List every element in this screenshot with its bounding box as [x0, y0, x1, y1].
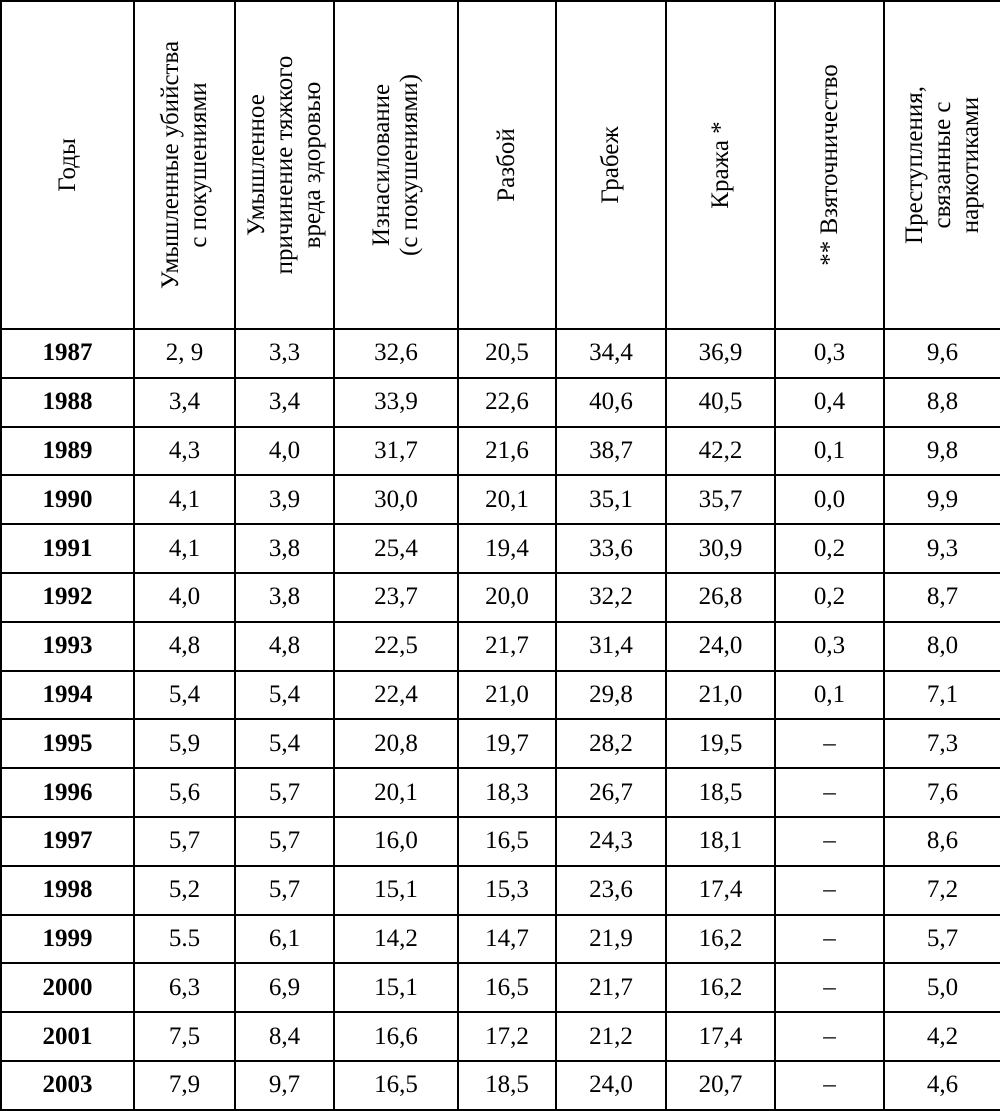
value-cell: 4,6	[884, 1061, 1000, 1110]
value-cell: 8,8	[884, 378, 1000, 427]
table-row	[1, 329, 1000, 378]
value-cell: 24,3	[556, 817, 666, 866]
year-cell: 1997	[1, 817, 134, 866]
value-cell: 6,1	[235, 915, 334, 964]
value-cell: 38,7	[556, 427, 666, 476]
value-cell: 5,7	[235, 817, 334, 866]
value-cell: 8,7	[884, 573, 1000, 622]
value-cell: 7,2	[884, 866, 1000, 915]
header-bribery: ** Взяточничество	[775, 1, 884, 329]
value-cell: 3,9	[235, 475, 334, 524]
header-rape: Изнасилование (с покушениями)	[334, 1, 458, 329]
header-murders: Умышленные убийства с покушениями	[134, 1, 235, 329]
year-cell: 1991	[1, 524, 134, 573]
value-cell: 17,4	[666, 866, 775, 915]
value-cell: 15,1	[334, 866, 458, 915]
value-cell: 9,3	[884, 524, 1000, 573]
value-cell: 15,1	[334, 963, 458, 1012]
value-cell: 18,5	[458, 1061, 556, 1110]
value-cell: 0,1	[775, 671, 884, 720]
value-cell: 8,0	[884, 622, 1000, 671]
value-cell: 3,8	[235, 524, 334, 573]
value-cell: 29,8	[556, 671, 666, 720]
value-cell: 4,0	[134, 573, 235, 622]
value-cell: 21,6	[458, 427, 556, 476]
value-cell: 24,0	[666, 622, 775, 671]
value-cell: 14,2	[334, 915, 458, 964]
value-cell: 0,3	[775, 622, 884, 671]
header-row	[1, 1, 1000, 329]
value-cell: 22,4	[334, 671, 458, 720]
value-cell: 5,6	[134, 768, 235, 817]
year-cell: 1999	[1, 915, 134, 964]
value-cell: 22,6	[458, 378, 556, 427]
value-cell: 23,6	[556, 866, 666, 915]
value-cell: 23,7	[334, 573, 458, 622]
value-cell: 20,5	[458, 329, 556, 378]
value-cell: 17,4	[666, 1012, 775, 1061]
value-cell: 19,7	[458, 719, 556, 768]
value-cell: 21,7	[556, 963, 666, 1012]
value-cell: 20,1	[334, 768, 458, 817]
year-cell: 2001	[1, 1012, 134, 1061]
year-cell: 1992	[1, 573, 134, 622]
value-cell: 18,1	[666, 817, 775, 866]
value-cell: 3,3	[235, 329, 334, 378]
value-cell: 6,9	[235, 963, 334, 1012]
value-cell: 33,6	[556, 524, 666, 573]
value-cell: 4,0	[235, 427, 334, 476]
value-cell: 21,0	[458, 671, 556, 720]
table-row	[1, 622, 1000, 671]
year-cell: 1988	[1, 378, 134, 427]
value-cell: 28,2	[556, 719, 666, 768]
header-years: Годы	[1, 1, 134, 329]
value-cell: 16,5	[458, 817, 556, 866]
value-cell: 14,7	[458, 915, 556, 964]
value-cell: 9,9	[884, 475, 1000, 524]
table-row	[1, 378, 1000, 427]
value-cell: 9,6	[884, 329, 1000, 378]
value-cell: 16,2	[666, 915, 775, 964]
value-cell: 30,0	[334, 475, 458, 524]
value-cell: 4,8	[235, 622, 334, 671]
year-cell: 1993	[1, 622, 134, 671]
value-cell: 0,0	[775, 475, 884, 524]
value-cell: –	[775, 866, 884, 915]
value-cell: 21,2	[556, 1012, 666, 1061]
value-cell: 3,4	[134, 378, 235, 427]
value-cell: 5,9	[134, 719, 235, 768]
value-cell: 2, 9	[134, 329, 235, 378]
year-cell: 1996	[1, 768, 134, 817]
value-cell: 4,1	[134, 475, 235, 524]
value-cell: 9,7	[235, 1061, 334, 1110]
table-row	[1, 719, 1000, 768]
value-cell: 26,8	[666, 573, 775, 622]
table-row	[1, 915, 1000, 964]
value-cell: 15,3	[458, 866, 556, 915]
value-cell: 5,7	[235, 768, 334, 817]
table-row	[1, 475, 1000, 524]
value-cell: 42,2	[666, 427, 775, 476]
table-row	[1, 768, 1000, 817]
value-cell: –	[775, 817, 884, 866]
header-mugging: Грабеж	[556, 1, 666, 329]
value-cell: 3,4	[235, 378, 334, 427]
year-cell: 1989	[1, 427, 134, 476]
value-cell: 4,2	[884, 1012, 1000, 1061]
value-cell: 5,0	[884, 963, 1000, 1012]
value-cell: 8,4	[235, 1012, 334, 1061]
value-cell: 18,3	[458, 768, 556, 817]
table-row	[1, 1012, 1000, 1061]
value-cell: 18,5	[666, 768, 775, 817]
value-cell: 0,4	[775, 378, 884, 427]
value-cell: 5.5	[134, 915, 235, 964]
year-cell: 1994	[1, 671, 134, 720]
value-cell: –	[775, 1061, 884, 1110]
value-cell: 20,1	[458, 475, 556, 524]
value-cell: 7,3	[884, 719, 1000, 768]
value-cell: 0,2	[775, 573, 884, 622]
value-cell: 7,6	[884, 768, 1000, 817]
value-cell: 5,2	[134, 866, 235, 915]
value-cell: 7,9	[134, 1061, 235, 1110]
value-cell: 33,9	[334, 378, 458, 427]
value-cell: 20,7	[666, 1061, 775, 1110]
header-theft: Кража *	[666, 1, 775, 329]
value-cell: 4,1	[134, 524, 235, 573]
value-cell: 9,8	[884, 427, 1000, 476]
table-row	[1, 671, 1000, 720]
year-cell: 2000	[1, 963, 134, 1012]
value-cell: 5,7	[235, 866, 334, 915]
value-cell: 7,5	[134, 1012, 235, 1061]
value-cell: 8,6	[884, 817, 1000, 866]
value-cell: 5,4	[235, 671, 334, 720]
value-cell: –	[775, 768, 884, 817]
value-cell: 40,5	[666, 378, 775, 427]
year-cell: 1995	[1, 719, 134, 768]
table-row	[1, 1061, 1000, 1110]
value-cell: 34,4	[556, 329, 666, 378]
value-cell: 31,4	[556, 622, 666, 671]
value-cell: 5,7	[884, 915, 1000, 964]
value-cell: 32,2	[556, 573, 666, 622]
value-cell: 16,0	[334, 817, 458, 866]
table-row	[1, 427, 1000, 476]
value-cell: 16,5	[458, 963, 556, 1012]
value-cell: 0,1	[775, 427, 884, 476]
value-cell: 32,6	[334, 329, 458, 378]
value-cell: –	[775, 719, 884, 768]
value-cell: 3,8	[235, 573, 334, 622]
header-drug-crimes: Преступления, связанные с наркотиками	[884, 1, 1000, 329]
value-cell: 4,3	[134, 427, 235, 476]
value-cell: 21,0	[666, 671, 775, 720]
value-cell: 21,9	[556, 915, 666, 964]
value-cell: 16,6	[334, 1012, 458, 1061]
year-cell: 1987	[1, 329, 134, 378]
value-cell: 16,2	[666, 963, 775, 1012]
value-cell: 24,0	[556, 1061, 666, 1110]
year-cell: 1990	[1, 475, 134, 524]
value-cell: 5,7	[134, 817, 235, 866]
value-cell: 30,9	[666, 524, 775, 573]
value-cell: –	[775, 1012, 884, 1061]
value-cell: –	[775, 915, 884, 964]
value-cell: 20,0	[458, 573, 556, 622]
year-cell: 1998	[1, 866, 134, 915]
value-cell: 35,7	[666, 475, 775, 524]
value-cell: 19,4	[458, 524, 556, 573]
value-cell: 17,2	[458, 1012, 556, 1061]
value-cell: –	[775, 963, 884, 1012]
table-row	[1, 817, 1000, 866]
year-cell: 2003	[1, 1061, 134, 1110]
table-row	[1, 963, 1000, 1012]
value-cell: 21,7	[458, 622, 556, 671]
value-cell: 0,2	[775, 524, 884, 573]
value-cell: 40,6	[556, 378, 666, 427]
value-cell: 36,9	[666, 329, 775, 378]
value-cell: 5,4	[134, 671, 235, 720]
value-cell: 31,7	[334, 427, 458, 476]
value-cell: 7,1	[884, 671, 1000, 720]
value-cell: 35,1	[556, 475, 666, 524]
value-cell: 4,8	[134, 622, 235, 671]
value-cell: 20,8	[334, 719, 458, 768]
header-grievous-harm: Умышленное причинение тяжкого вреда здоровью	[235, 1, 334, 329]
table-row	[1, 866, 1000, 915]
value-cell: 25,4	[334, 524, 458, 573]
table-row	[1, 573, 1000, 622]
value-cell: 19,5	[666, 719, 775, 768]
value-cell: 0,3	[775, 329, 884, 378]
value-cell: 16,5	[334, 1061, 458, 1110]
value-cell: 6,3	[134, 963, 235, 1012]
value-cell: 5,4	[235, 719, 334, 768]
header-robbery: Разбой	[458, 1, 556, 329]
value-cell: 22,5	[334, 622, 458, 671]
table-row	[1, 524, 1000, 573]
value-cell: 26,7	[556, 768, 666, 817]
